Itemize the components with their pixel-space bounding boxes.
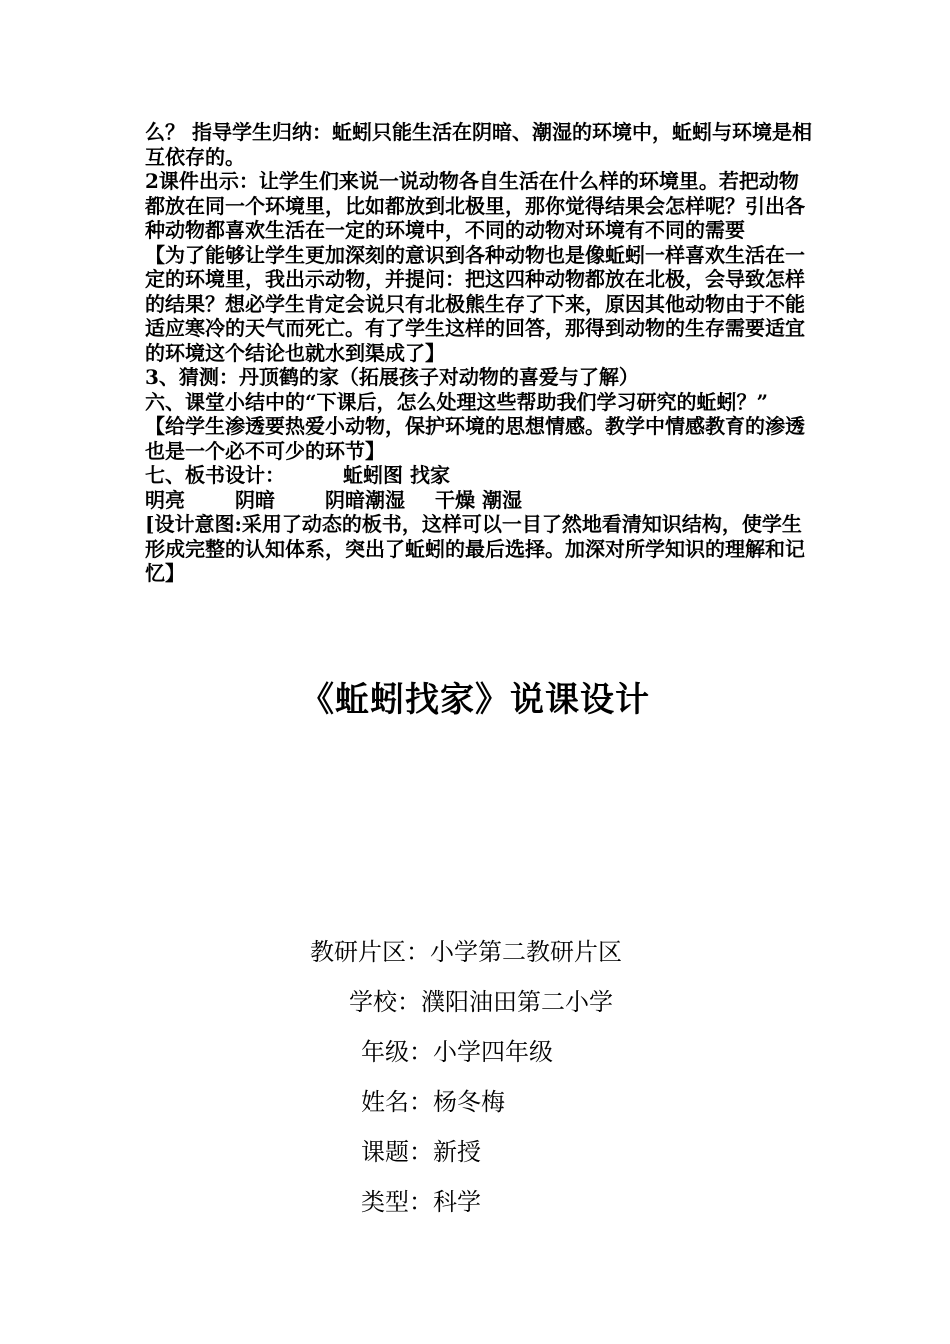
board-item-bright: 明亮 bbox=[145, 487, 185, 512]
paragraph-guess: 3、猜测：丹顶鹤的家（拓展孩子对动物的喜爱与了解） bbox=[145, 365, 639, 389]
paragraph-courseware: 2课件出示：让学生们来说一说动物各自生活在什么样的环境里。若把动物都放在同一个环境里，比如都放到北极里，那你觉得结果会怎样呢？引出各种动物都喜欢生活在一定的环境中，不同的动物对环境有不同的需要 bbox=[145, 169, 805, 242]
info-school: 学校：濮阳油田第二小学 bbox=[349, 988, 613, 1016]
info-district: 教研片区：小学第二教研片区 bbox=[310, 938, 622, 966]
paragraph-intent-animals: 【为了能够让学生更加深刻的意识到各种动物也是像蚯蚓一样喜欢生活在一定的环境里，我出示动物，并提问：把这四种动物都放在北极，会导致怎样的结果？想必学生肯定会说只有北极熊生存了下来，原因其他动物由于不能适应寒冷的天气而死亡。有了学生这样的回答，那得到动物的生存需要适宜的环境这个结论也就水到渠成了】 bbox=[145, 242, 805, 365]
paragraph-emotion-education: 【给学生渗透要热爱小动物，保护环境的思想情感。教学中情感教育的渗透也是一个必不可少的环节】 bbox=[145, 414, 805, 463]
board-item-dark: 阴暗 bbox=[235, 487, 275, 512]
board-item-dry-damp: 干燥 潮湿 bbox=[435, 487, 522, 512]
info-topic: 课题：新授 bbox=[361, 1138, 481, 1166]
info-name: 姓名：杨冬梅 bbox=[361, 1088, 505, 1116]
paragraph-summary: 么？ 指导学生归纳：蚯蚓只能生活在阴暗、潮湿的环境中，蚯蚓与环境是相互依存的。 bbox=[145, 120, 812, 169]
board-heading: 七、板书设计： bbox=[145, 463, 285, 487]
paragraph-design-note: [设计意图:采用了动态的板书，这样可以一目了然地看清知识结构，使学生形成完整的认知体系，突出了蚯蚓的最后选择。加深对所学知识的理解和记忆】 bbox=[145, 512, 805, 585]
board-design-heading-line bbox=[145, 463, 817, 488]
info-grade: 年级：小学四年级 bbox=[361, 1038, 553, 1066]
board-design-items-line bbox=[145, 488, 817, 513]
board-item-dark-damp: 阴暗潮湿 bbox=[325, 487, 405, 512]
document-title: 《蚯蚓找家》说课设计 bbox=[300, 680, 650, 720]
info-type: 类型：科学 bbox=[361, 1188, 481, 1216]
lesson-body-text bbox=[145, 120, 817, 586]
paragraph-class-summary: 六、课堂小结中的“下课后，怎么处理这些帮助我们学习研究的蚯蚓？” bbox=[145, 389, 769, 414]
board-top: 蚯蚓图 找家 bbox=[343, 463, 450, 487]
